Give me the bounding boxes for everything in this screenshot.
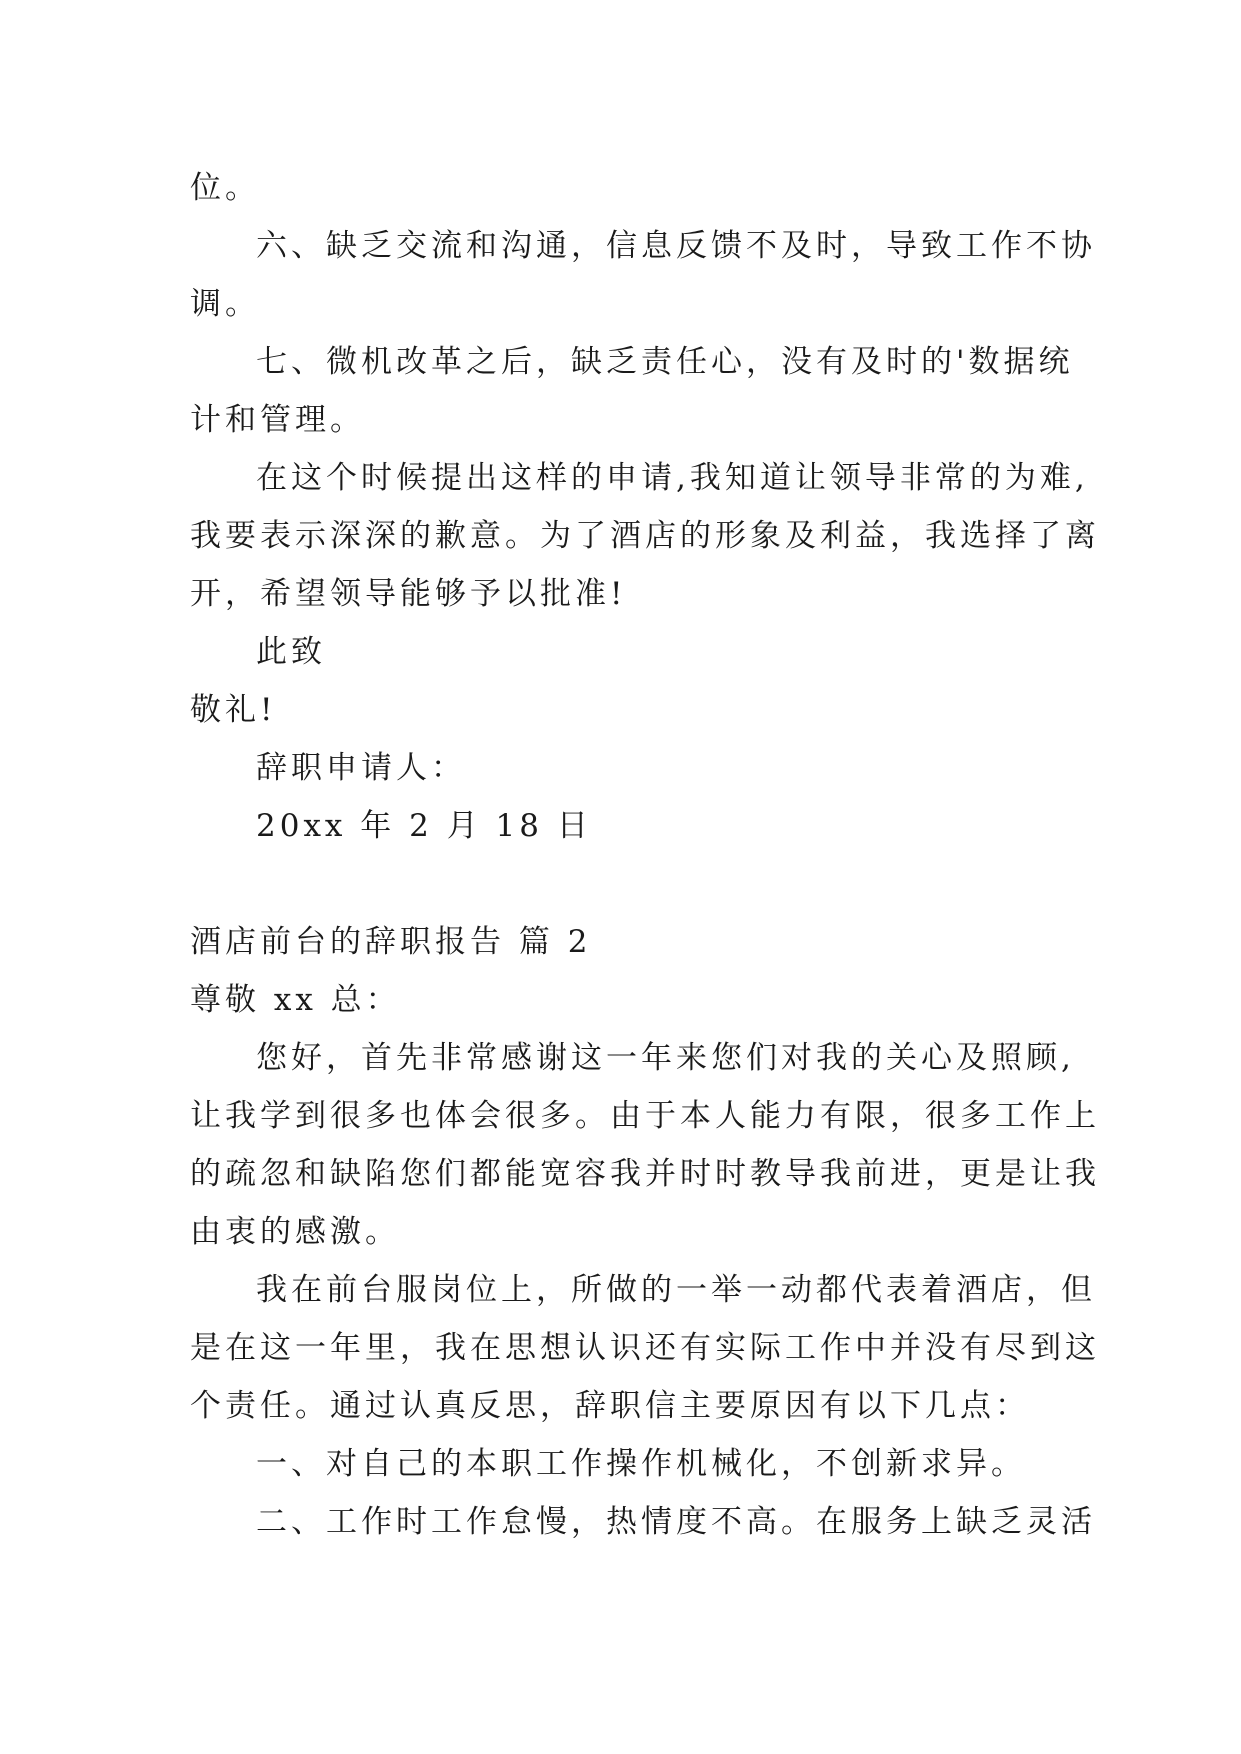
section-title: 酒店前台的辞职报告 篇 2 — [190, 924, 592, 960]
text-line: 是在这一年里，我在思想认识还有实际工作中并没有尽到这 — [190, 1330, 1100, 1366]
text-line: 您好，首先非常感谢这一年来您们对我的关心及照顾, — [256, 1040, 1075, 1076]
text-line: 20xx 年 2 月 18 日 — [256, 808, 592, 844]
salutation: 尊敬 xx 总： — [190, 982, 401, 1018]
text-line: 调。 — [190, 286, 260, 322]
text-line: 个责任。通过认真反思，辞职信主要原因有以下几点： — [190, 1388, 1030, 1424]
text-line: 开，希望领导能够予以批准! — [190, 576, 627, 612]
text-line: 六、缺乏交流和沟通，信息反馈不及时，导致工作不协 — [256, 228, 1096, 264]
text-line: 七、微机改革之后，缺乏责任心，没有及时的'数据统 — [256, 344, 1074, 380]
text-line: 此致 — [256, 634, 326, 670]
text-line: 二、工作时工作怠慢，热情度不高。在服务上缺乏灵活 — [256, 1504, 1096, 1540]
text-line: 位。 — [190, 170, 260, 206]
text-line: 我要表示深深的歉意。为了酒店的形象及利益，我选择了离 — [190, 518, 1100, 554]
text-line: 在这个时候提出这样的申请,我知道让领导非常的为难, — [256, 460, 1089, 496]
text-line: 敬礼! — [190, 692, 277, 728]
text-line: 一、对自己的本职工作操作机械化，不创新求异。 — [256, 1446, 1026, 1482]
text-line: 让我学到很多也体会很多。由于本人能力有限，很多工作上 — [190, 1098, 1100, 1134]
text-line: 计和管理。 — [190, 402, 365, 438]
text-line: 的疏忽和缺陷您们都能宽容我并时时教导我前进，更是让我 — [190, 1156, 1100, 1192]
text-line: 辞职申请人： — [256, 750, 466, 786]
text-line: 由衷的感激。 — [190, 1214, 400, 1250]
text-line: 我在前台服岗位上，所做的一举一动都代表着酒店，但 — [256, 1272, 1096, 1308]
